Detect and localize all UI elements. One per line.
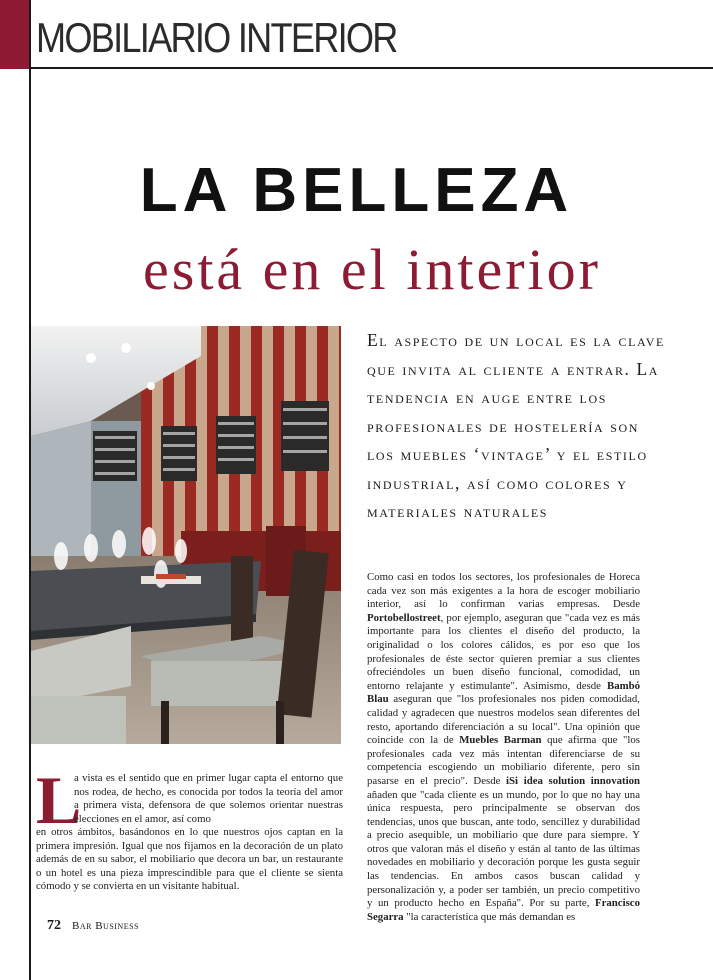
page-number: 72	[47, 918, 61, 933]
header-rule	[29, 67, 713, 69]
right-col-text-5: añaden que "cada cliente es un mundo, por lo que no hay una única respuesta, pero principalmente se observan dos tendencias, unos que buscan, ante todo, sencillez y durabilidad a precio asequible, un mobiliario que dure para siempre. Y otros que valoran más el diseño y están al tanto de las últimas novedades en mobiliario y decoración porque les gusta seguir las tendencias. En ambos casos buscan calidad y personalización y, a poder ser también, un precio competitivo y un producto hecho en España". Por su parte,	[367, 788, 640, 910]
company-portobellostreet: Portobellostreet	[367, 611, 441, 624]
section-title: MOBILIARIO INTERIOR	[36, 14, 397, 61]
company-francisco-segarra: Francisco Segarra	[367, 897, 640, 923]
lead-paragraph: El aspecto de un local es la clave que invita al cliente a entrar. La tendencia en auge entre los profesionales de hostelería son los muebles ‘vintage’ y el estilo industrial, así como colores y materiales naturales	[367, 330, 665, 521]
right-col-text-6: "la característica que más demandan es	[403, 910, 576, 923]
headline-subtitle: está en el interior	[143, 237, 601, 302]
magazine-name: Bar Business	[72, 920, 139, 932]
restaurant-interior-photo	[31, 326, 341, 744]
right-col-text-1: Como casi en todos los sectores, los profesionales de Horeca cada vez son más exigentes a la hora de escoger mobiliario interior, así lo confirman varias empresas. Desde	[367, 571, 640, 611]
company-bambo-blau: Bambó Blau	[367, 679, 640, 706]
body-column-left: en otros ámbitos, basándonos en lo que nuestros ojos captan en la primera impresión. Igual que nos fijamos en la decoración de un plato además de en su sabor, el mobiliario que decora un bar, un restaurante o un hotel es una pieza imprescindible para que el cliente se sienta cómodo y se convierta en un visitante habitual.	[36, 826, 343, 893]
company-muebles-barman: Muebles Barman	[459, 734, 542, 747]
section-color-tab	[0, 0, 29, 69]
body-column-right	[367, 571, 640, 924]
right-col-text-2: , por ejemplo, aseguran que "cada vez es más importante para los clientes el diseño del producto, la originalidad o los colores cálidos, es por eso que los profesionales de éste sector quieren premiar a sus clientes ofreciéndoles un buen diseño funcional, comodidad, un entorno relajante y estimulante". Asimismo, desde	[367, 611, 640, 692]
right-col-text-3: aseguran que "los profesionales nos piden comodidad, calidad y agradecen que nuestros modelos sean diferentes del resto, aportando diferenciación a su local". Una opinión que coincide con la de	[367, 693, 640, 747]
company-isi-idea: iSi idea solution innovation	[506, 774, 640, 787]
body-column-left-top: a vista es el sentido que en primer lugar capta el entorno que nos rodea, de hecho, es conocida por todos la teoría del amor a primera vista, defensora de que solemos orientar nuestras elecciones en el amor, así como	[74, 772, 343, 825]
headline-title: LA BELLEZA	[139, 156, 574, 225]
right-col-text-4: que afirma que "los profesionales cada vez más intentan diferenciarse de su competencia escogiendo un mobiliario diferente, pero sin pasarse en el precio". Desde	[367, 734, 640, 787]
restaurant-photo-illustration	[31, 326, 341, 744]
drop-cap	[36, 762, 82, 838]
drop-cap-letter: L	[36, 762, 82, 838]
